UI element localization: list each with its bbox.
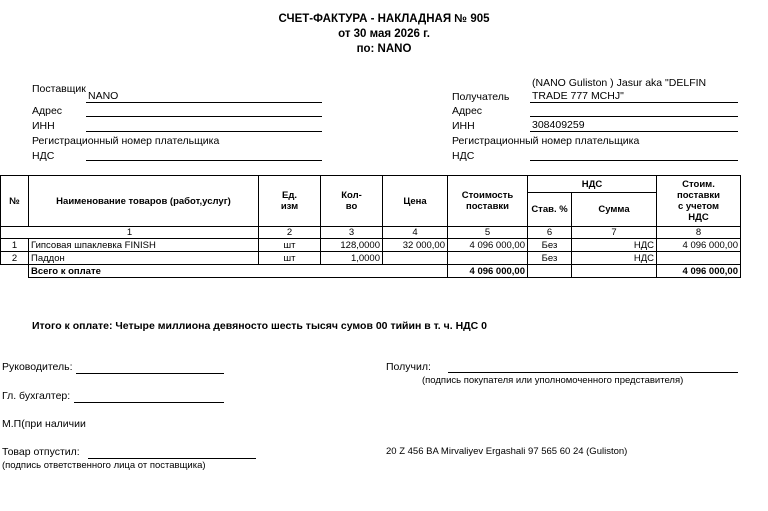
row-num: 1 [1, 239, 29, 252]
accountant-label: Гл. бухгалтер: [2, 390, 71, 402]
col-number: 5 [448, 227, 528, 239]
table-row [1, 252, 741, 265]
row-qty: 1,0000 [321, 252, 383, 265]
row-nds-rate: Без [528, 252, 572, 265]
row-nds-rate: Без [528, 239, 572, 252]
header-price: Цена [383, 176, 448, 227]
header-total: Стоим. поставки с учетом НДС [657, 176, 741, 227]
accountant-signature-line [74, 402, 224, 403]
summary-text: Итого к оплате: Четыре миллиона девяносто шесть тысяч сумов 00 тийин в т. ч. НДС 0 [32, 320, 487, 332]
col-number: 8 [657, 227, 741, 239]
row-price [383, 252, 448, 265]
col-number: 7 [572, 227, 657, 239]
released-label: Товар отпустил: [2, 446, 80, 458]
header-nds-sum: Сумма [572, 193, 657, 227]
header-name: Наименование товаров (работ,услуг) [29, 176, 259, 227]
received-signature-line [448, 372, 738, 373]
receiver-address-value [530, 104, 738, 117]
total-cost: 4 096 000,00 [448, 265, 528, 278]
supplier-address-label: Адрес [32, 105, 63, 117]
stamp-label: М.П(при наличии [2, 418, 86, 430]
row-name: Паддон [29, 252, 259, 265]
total-label: Всего к оплате [29, 265, 448, 278]
receiver-inn-label: ИНН [452, 120, 475, 132]
supplier-nds-value [86, 148, 322, 161]
row-unit: шт [259, 252, 321, 265]
receiver-value-line1: (NANO Guliston ) Jasur aka "DELFIN [532, 77, 707, 89]
invoice-date: от 30 мая 2026 г. [338, 28, 430, 40]
col-number: 6 [528, 227, 572, 239]
supplier-reg-label: Регистрационный номер плательщика [32, 135, 220, 147]
receiver-reg-label: Регистрационный номер плательщика [452, 135, 640, 147]
receiver-address-label: Адрес [452, 105, 483, 117]
header-cost: Стоимость поставки [448, 176, 528, 227]
row-name: Гипсовая шпаклевка FINISH [29, 239, 259, 252]
row-total [657, 252, 741, 265]
header-nds-rate: Став. % [528, 193, 572, 227]
supplier-label: Поставщик [32, 83, 86, 95]
director-label: Руководитель: [2, 361, 73, 373]
col-number: 3 [321, 227, 383, 239]
row-num: 2 [1, 252, 29, 265]
row-total: 4 096 000,00 [657, 239, 741, 252]
invoice-table [0, 175, 741, 278]
supplier-nds-label: НДС [32, 150, 55, 162]
receiver-nds-value [530, 148, 738, 161]
col-number: 2 [259, 227, 321, 239]
invoice-title: СЧЕТ-ФАКТУРА - НАКЛАДНАЯ № 905 [278, 13, 490, 25]
released-signature-line [88, 458, 256, 459]
header-nds: НДС [528, 176, 657, 193]
receiver-nds-label: НДС [452, 150, 475, 162]
received-label: Получил: [386, 361, 431, 373]
row-unit: шт [259, 239, 321, 252]
supplier-address-value [86, 104, 322, 117]
header-unit: Ед. изм [259, 176, 321, 227]
total-row [1, 265, 741, 278]
released-hint: (подпись ответственного лица от поставщика) [2, 460, 206, 471]
vehicle-info: 20 Z 456 BA Mirvaliyev Ergashali 97 565 60 24 (Guliston) [386, 446, 628, 457]
col-number: 4 [383, 227, 448, 239]
receiver-value-line2: TRADE 777 MCHJ" [530, 90, 738, 103]
row-price: 32 000,00 [383, 239, 448, 252]
header-qty: Кол- во [321, 176, 383, 227]
supplier-value: NANO [86, 90, 322, 103]
column-numbers-row [1, 227, 741, 239]
total-total: 4 096 000,00 [657, 265, 741, 278]
row-cost: 4 096 000,00 [448, 239, 528, 252]
row-nds-sum: НДС [572, 252, 657, 265]
received-hint: (подпись покупателя или уполномоченного представителя) [422, 375, 684, 386]
row-qty: 128,0000 [321, 239, 383, 252]
invoice-basis: по: NANO [356, 43, 412, 55]
col-number: 1 [1, 227, 259, 239]
row-nds-sum: НДС [572, 239, 657, 252]
receiver-label: Получатель [452, 91, 510, 103]
supplier-inn-value [86, 119, 322, 132]
director-signature-line [76, 373, 224, 374]
header-num: № [1, 176, 29, 227]
supplier-inn-label: ИНН [32, 120, 55, 132]
table-row [1, 239, 741, 252]
receiver-inn-value: 308409259 [530, 119, 738, 132]
row-cost [448, 252, 528, 265]
